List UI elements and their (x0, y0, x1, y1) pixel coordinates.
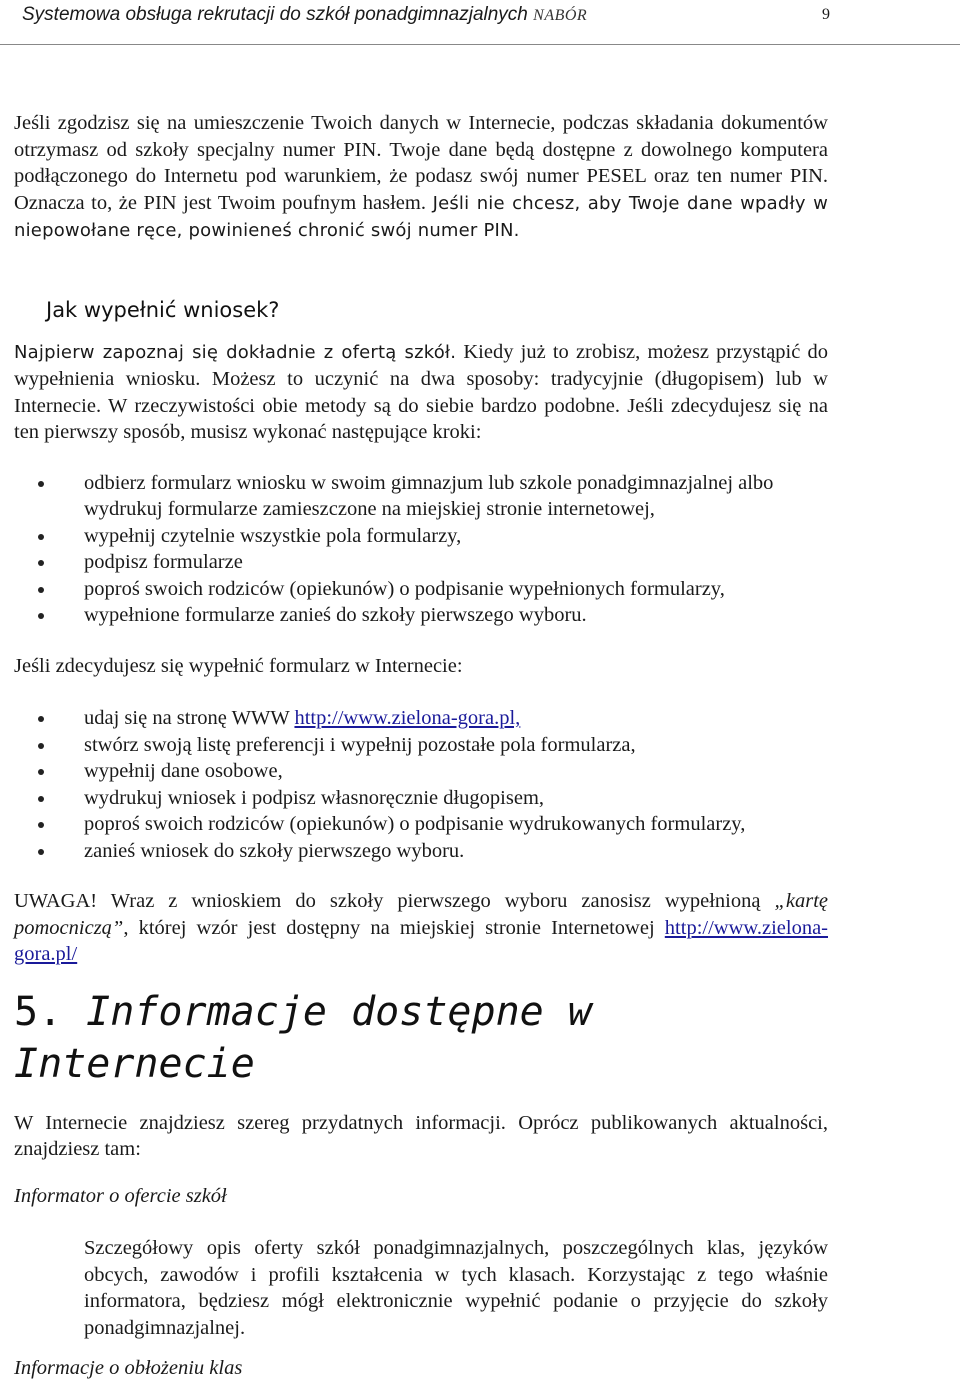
online-steps-list (14, 705, 828, 864)
list-item: odbierz formularz wniosku w swoim gimnazjum lub szkole ponadgimnazjalnej albo wydrukuj formularze zamieszczone na miejskiej stronie internetowej, (14, 470, 828, 523)
online-step1-text: udaj się na stronę WWW (84, 707, 295, 729)
subheading-oblozenie: Informacje o obłożeniu klas (14, 1357, 243, 1379)
list-item: stwórz swoją listę preferencji i wypełnij pozostałe pola formularza, (14, 732, 828, 759)
section-title: Informacje dostępne w Internecie (14, 988, 592, 1087)
warning-paragraph (14, 888, 828, 968)
page-content (14, 110, 828, 1382)
warning-text: UWAGA! Wraz z wnioskiem do szkoły pierwszego wyboru zanosisz wypełnioną (14, 890, 775, 912)
list-item: podpisz formularze (14, 549, 828, 576)
list-item (14, 705, 828, 732)
zielona-gora-link[interactable]: http://www.zielona-gora.pl, (294, 707, 521, 729)
warning-text-2: , której wzór jest dostępny na miejskiej stronie Internetowej (123, 916, 665, 939)
header-divider (0, 44, 960, 45)
page-number: 9 (822, 6, 830, 23)
list-item: poproś swoich rodziców (opiekunów) o podpisanie wydrukowanych formularzy, (14, 811, 828, 838)
informator-description: Szczegółowy opis oferty szkół ponadgimnazjalnych, poszczególnych klas, języków obcych, zawodów i profili kształcenia w tych klasach. Korzystając z tego właśnie informatora, będziesz mógł elektronicznie wypełnić podanie o przyjęcie do szkoły ponadgimnazjalnej. (84, 1237, 828, 1339)
online-intro: Jeśli zdecydujesz się wypełnić formularz w Internecie: (14, 654, 463, 677)
intro-serif-text: Jeśli zgodzisz się na umieszczenie Twoich danych w Internecie, podczas składania dokumentów otrzymasz od szkoły specjalny numer PIN. Twoje dane będą dostępne z dowolnego komputera podłączonego do Internetu pod warunkiem, że podasz swój numer PESEL oraz ten numer PIN. Oznacza to, że PIN jest Twoim poufnym hasłem. (14, 112, 828, 214)
list-item: wydrukuj wniosek i podpisz własnoręcznie długopisem, (14, 785, 828, 812)
running-header (22, 0, 840, 32)
intro-sans-text: Jeśli nie chcesz, aby Twoje dane wpadły w niepowołane ręce, powinieneś chronić swój numer PIN. (14, 192, 828, 241)
header-tag: NABÓR (533, 7, 588, 24)
section-5-heading (14, 986, 828, 1090)
list-item: wypełnione formularze zanieś do szkoły pierwszego wyboru. (14, 602, 828, 629)
how-sans-text: Najpierw zapoznaj się dokładnie z ofertą szkół. (14, 341, 457, 363)
intro-paragraph (14, 110, 828, 245)
header-title: Systemowa obsługa rekrutacji do szkół ponadgimnazjalnych (22, 4, 528, 25)
section-heading-how: Jak wypełnić wniosek? (46, 297, 280, 322)
list-item: wypełnij dane osobowe, (14, 758, 828, 785)
list-item: zanieś wniosek do szkoły pierwszego wyboru. (14, 838, 828, 865)
subheading-informator: Informator o ofercie szkół (14, 1184, 227, 1207)
list-item: poproś swoich rodziców (opiekunów) o podpisanie wypełnionych formularzy, (14, 576, 828, 603)
list-item: wypełnij czytelnie wszystkie pola formularzy, (14, 523, 828, 550)
zielona-gora-link-2[interactable]: http://www.zielona-gora.pl/ (14, 916, 828, 965)
how-serif-text: Kiedy już to zrobisz, możesz przystąpić do wypełnienia wniosku. Możesz to uczynić na dwa sposoby: tradycyjnie (długopisem) lub w Internecie. W rzeczywistości obie metody są do siebie bardzo podobne. Jeśli zdecydujesz się na ten pierwszy sposób, musisz wykonać następujące kroki: (14, 340, 829, 443)
section-number: 5. (14, 988, 63, 1035)
section-5-intro: W Internecie znajdziesz szereg przydatnych informacji. Oprócz publikowanych aktualności, znajdziesz tam: (14, 1111, 828, 1160)
paper-steps-list (14, 470, 828, 629)
how-paragraph (14, 339, 828, 446)
warning-italic: „kartę pomocniczą” (14, 890, 828, 939)
